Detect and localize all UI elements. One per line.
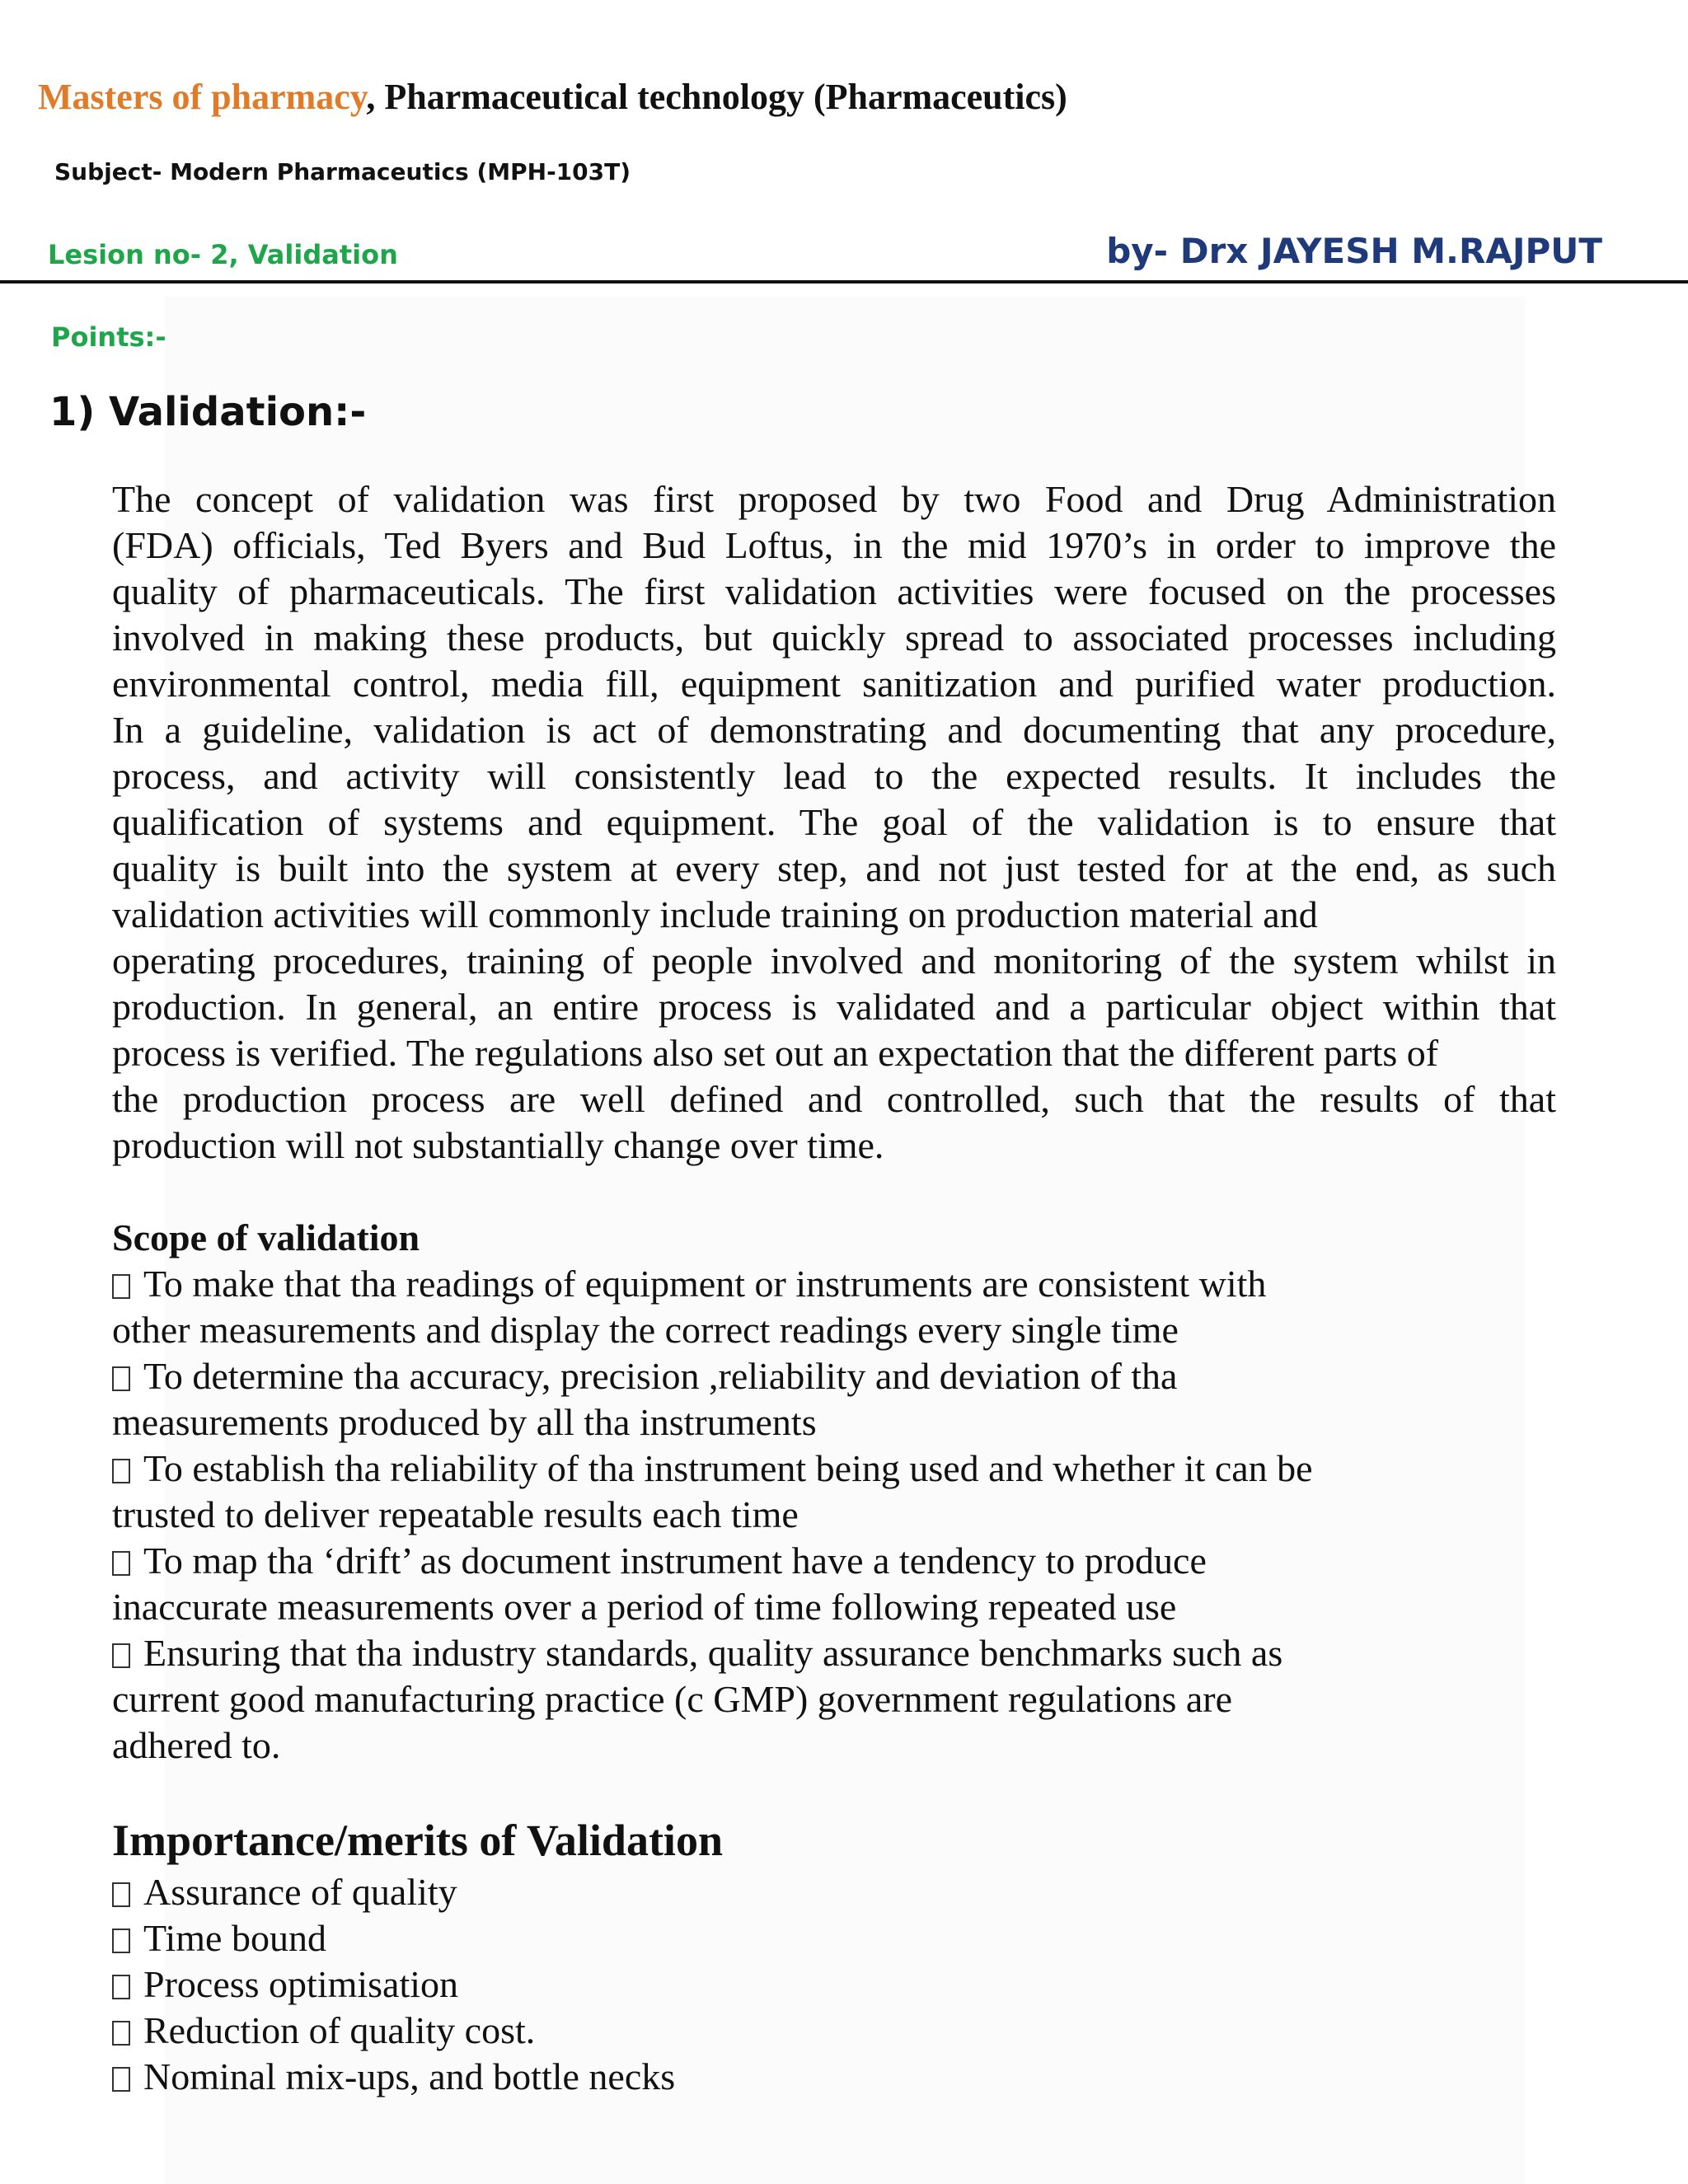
merit-item [112,2008,1563,2054]
checkbox-icon [112,1274,130,1299]
checkbox-icon [112,1551,130,1576]
merits-section [112,1813,1563,2100]
subject-line: Subject- Modern Pharmaceutics (MPH-103T) [54,158,631,185]
merit-item [112,1869,1563,1915]
scope-item [112,1446,1563,1492]
scope-item-text: To establish tha reliability of tha instrument being used and whether it can be [143,1447,1313,1489]
scope-item-text: Ensuring that tha industry standards, quality assurance benchmarks such as [143,1632,1283,1674]
checkbox-icon [112,1975,130,1999]
intro-line: the production process are well defined and controlled, such that the results of that [112,1078,1556,1120]
header-divider [0,280,1688,284]
intro-line: quality of pharmaceuticals. The first validation activities were focused on the processes [112,570,1556,612]
scope-item [112,1538,1563,1584]
intro-line: production will not substantially change over time. [112,1124,884,1166]
scope-section [112,1215,1563,1769]
merit-item-text: Nominal mix-ups, and bottle necks [143,2055,676,2097]
intro-line: qualification of systems and equipment. The goal of the validation is to ensure that [112,801,1556,843]
checkbox-icon [112,2021,130,2046]
intro-line: In a guideline, validation is act of demonstrating and documenting that any procedure, [112,709,1556,751]
intro-line: environmental control, media fill, equipment sanitization and purified water production. [112,663,1556,705]
merits-title: Importance/merits of Validation [112,1816,723,1865]
intro-line: The concept of validation was first proposed by two Food and Drug Administration [112,478,1556,520]
section-title: 1) Validation:- [49,389,367,435]
checkbox-icon [112,1643,130,1668]
scope-item [112,1261,1563,1307]
merit-item-text: Assurance of quality [143,1871,457,1913]
scope-item-continued: current good manufacturing practice (c GMP) government regulations are [112,1678,1233,1720]
intro-line: validation activities will commonly include training on production material and [112,893,1318,935]
checkbox-icon [112,1882,130,1907]
intro-paragraph [112,476,1556,1169]
course-rest: , Pharmaceutical technology (Pharmaceutics) [366,77,1067,117]
intro-line: process, and activity will consistently lead to the expected results. It includes the [112,755,1556,797]
scope-title: Scope of validation [112,1216,420,1258]
scope-item-continued: measurements produced by all tha instruments [112,1401,817,1443]
merit-item [112,1961,1563,2008]
scope-item-continued: other measurements and display the correct readings every single time [112,1309,1179,1351]
intro-line: operating procedures, training of people involved and monitoring of the system whilst in [112,940,1556,982]
checkbox-icon [112,2067,130,2092]
intro-line: process is verified. The regulations also set out an expectation that the different parts of [112,1032,1439,1074]
course-highlight: Masters of pharmacy [38,77,367,117]
merit-item-text: Process optimisation [143,1963,459,2005]
intro-line: involved in making these products, but quickly spread to associated processes including [112,616,1556,658]
points-label: Points:- [51,321,166,353]
lesion-label: Lesion no- 2, Validation [48,239,398,270]
intro-line: production. In general, an entire process is validated and a particular object within that [112,986,1556,1028]
scope-item [112,1353,1563,1399]
author-credit: by- Drx JAYESH M.RAJPUT [1106,231,1602,271]
checkbox-icon [112,1459,130,1483]
scope-item-text: To map tha ‘drift’ as document instrument have a tendency to produce [143,1540,1207,1582]
course-heading [38,76,1067,118]
merit-item-text: Time bound [143,1917,326,1959]
checkbox-icon [112,1366,130,1391]
merit-item [112,2054,1563,2100]
scope-item-continued: trusted to deliver repeatable results each time [112,1493,799,1535]
merit-item [112,1915,1563,1961]
intro-line: quality is built into the system at every step, and not just tested for at the end, as such [112,847,1556,889]
checkbox-icon [112,1929,130,1953]
scope-item-continued: adhered to. [112,1724,281,1766]
scope-item-text: To make that tha readings of equipment or instruments are consistent with [143,1263,1267,1305]
scope-item [112,1630,1563,1676]
scope-item-text: To determine tha accuracy, precision ,reliability and deviation of tha [143,1355,1178,1397]
merit-item-text: Reduction of quality cost. [143,2009,536,2051]
scope-item-continued: inaccurate measurements over a period of time following repeated use [112,1586,1177,1628]
intro-line: (FDA) officials, Ted Byers and Bud Loftus, in the mid 1970’s in order to improve the [112,524,1556,566]
